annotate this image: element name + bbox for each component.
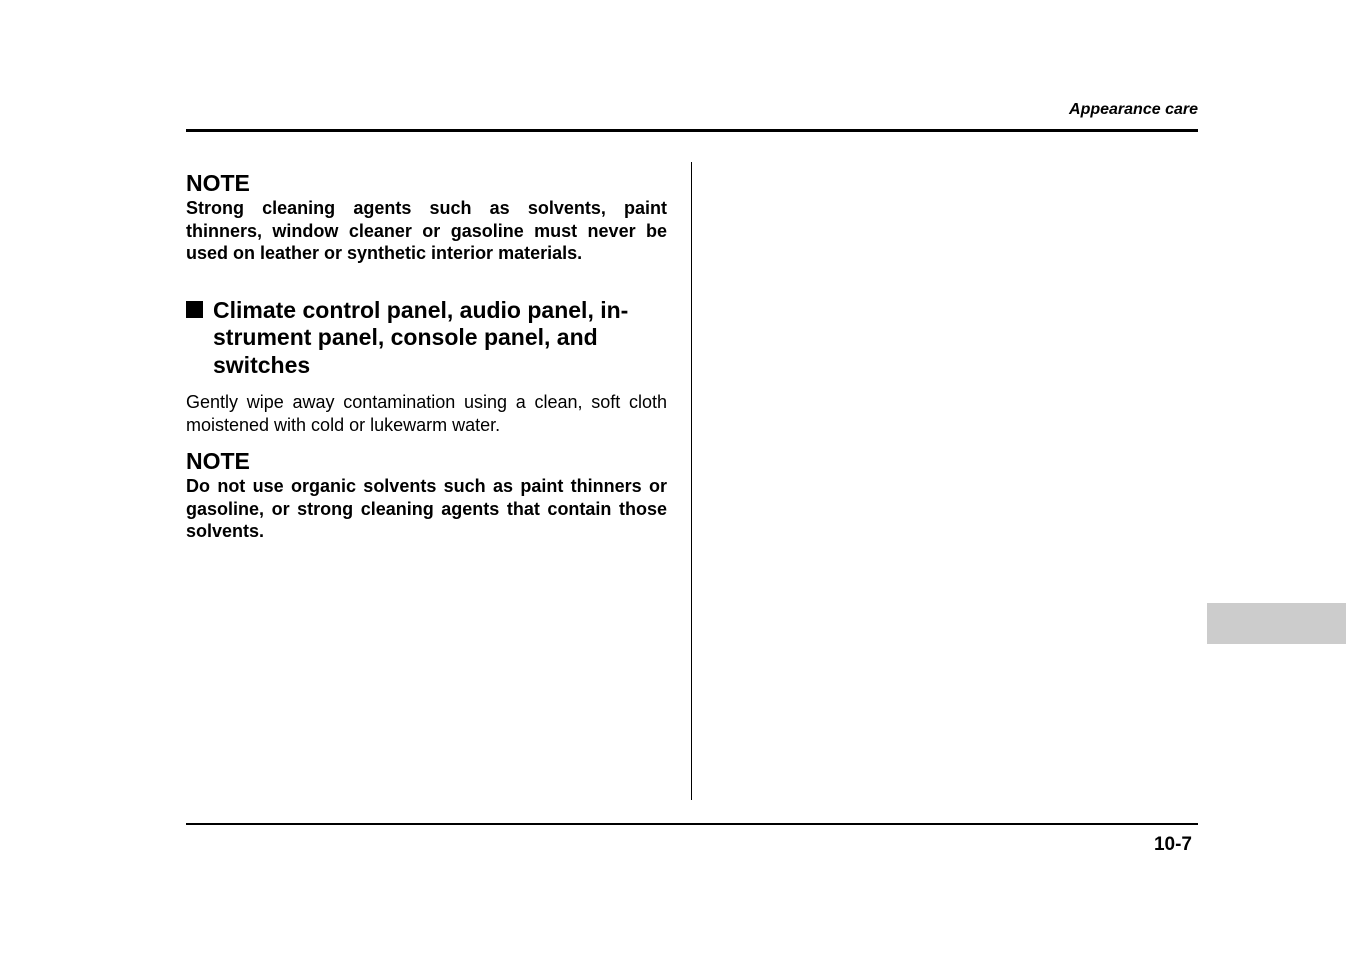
section-heading: [186, 297, 667, 380]
note-heading-2: NOTE: [186, 448, 250, 474]
left-column: [186, 169, 667, 543]
section-title: Climate control panel, audio panel, instrument panel, console panel, and switches: [213, 296, 629, 378]
running-head-title: Appearance care: [1069, 101, 1198, 118]
black-square-icon: [186, 301, 203, 318]
note-heading: NOTE: [186, 170, 250, 196]
header-rule: [186, 129, 1198, 132]
column-divider: [691, 162, 692, 800]
page-number: 10-7: [1153, 834, 1192, 855]
note-text: Strong cleaning agents such as solvents, paint thinners, window cleaner or gasoline must never be used on leather or synthetic interior materials.: [186, 198, 667, 263]
note-text-2: Do not use organic solvents such as paint thinners or gasoline, or strong cleaning agents that contain those solvents.: [186, 476, 667, 541]
section-body: Gently wipe away contamination using a clean, soft cloth moistened with cold or lukewarm water.: [186, 392, 667, 435]
footer-rule: [186, 823, 1198, 825]
chapter-thumb-tab: [1207, 603, 1346, 644]
